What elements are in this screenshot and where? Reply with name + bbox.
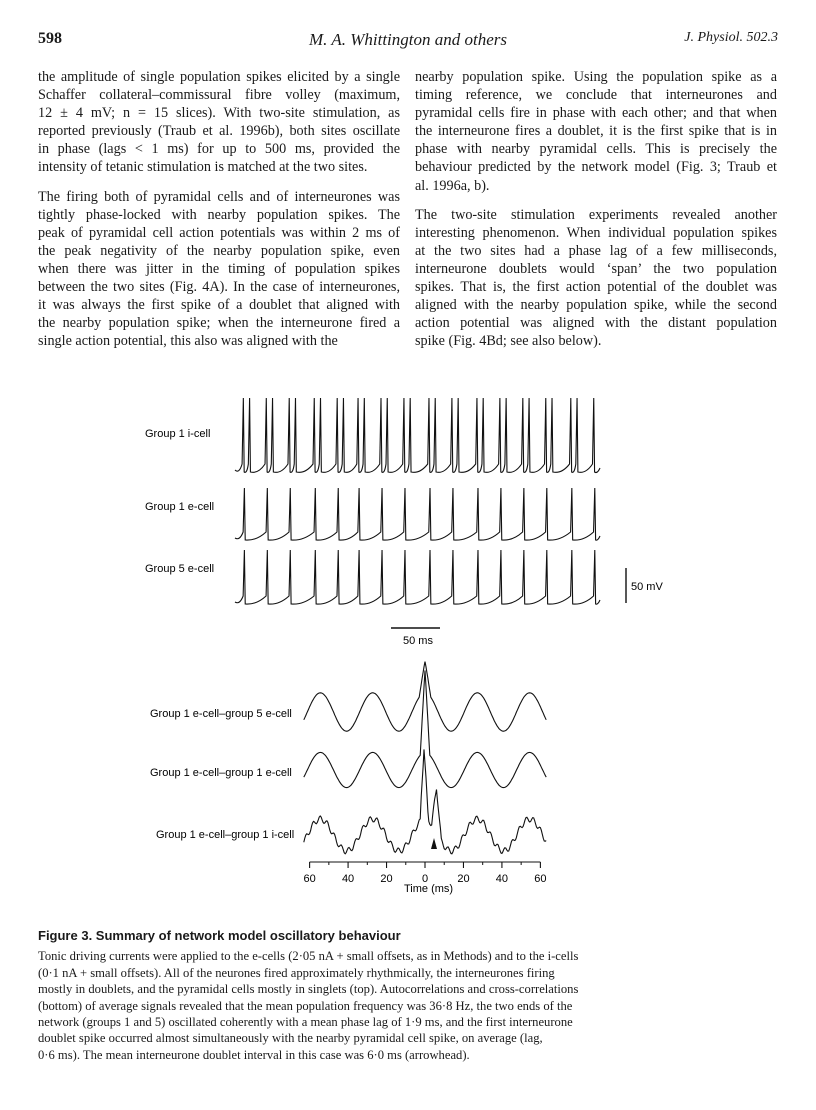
caption-line: doublet spike occurred almost simultaneously with the nearby pyramidal cell spike, on average (lag, — [38, 1031, 543, 1046]
axis-tick-label: 20 — [380, 873, 393, 885]
time-scale-label: 50 ms — [403, 635, 433, 647]
text-line: phase with nearby pyramidal cells. This is precisely the — [415, 141, 777, 158]
text-line: 12 ± 4 mV; n = 15 slices). With two-site stimulation, as — [38, 105, 400, 122]
caption-line: network (groups 1 and 5) oscillated coherently with a mean phase lag of 1·9 ms, and the first interneurone — [38, 1015, 573, 1030]
voltage-trace — [235, 398, 600, 473]
text-line: spike (Fig. 4Bd; see also below). — [415, 333, 602, 350]
caption-body — [38, 948, 778, 1063]
text-line: the nearby population spike; when the interneurone fired a — [38, 315, 400, 332]
text-line: the peak negativity of the nearby population spike, even — [38, 242, 400, 259]
text-line: Schaffer collateral–commissural fibre volley (maximum, — [38, 87, 400, 104]
text-line: the amplitude of single population spikes elicited by a single — [38, 69, 400, 85]
arrowhead-marker — [431, 838, 437, 849]
text-line: spikes. That is, the first action potential of the doublet was — [415, 279, 777, 296]
caption-line: Tonic driving currents were applied to the e-cells (2·05 nA + small offsets, as in Methods) and to the i-cells — [38, 949, 579, 964]
trace-label: Group 1 i-cell — [145, 428, 211, 440]
text-line: nearby population spike. Using the population spike as a — [415, 69, 777, 85]
axis-tick-label: 60 — [534, 873, 547, 885]
axis-tick-label: 20 — [457, 873, 470, 885]
text-line: The firing both of pyramidal cells and of interneurones was — [38, 188, 400, 205]
text-line: al. 1996a, b). — [415, 177, 490, 194]
text-line: action potential was aligned with the distant population — [415, 315, 777, 332]
caption-line: 0·6 ms). The mean interneurone doublet interval in this case was 6·0 ms (arrowhead). — [38, 1047, 470, 1062]
correlation-label: Group 1 e-cell–group 1 e-cell — [150, 767, 292, 779]
text-line: intensity of tetanic stimulation is matched at the two sites. — [38, 159, 368, 176]
text-line: between the two sites (Fig. 4A). In the case of interneurones, — [38, 279, 400, 296]
axis-tick-label: 0 — [421, 873, 429, 885]
trace-label: Group 5 e-cell — [145, 563, 215, 575]
axis-tick-label: 40 — [495, 873, 509, 885]
text-line: The two-site stimulation experiments revealed another — [415, 206, 777, 223]
figure-caption — [38, 928, 778, 1063]
text-line: interesting phenomenon. When individual population spikes — [415, 224, 777, 241]
text-line: timing reference, we conclude that interneurones and — [415, 87, 777, 104]
voltage-scale-label: 50 mV — [631, 581, 663, 593]
journal-reference: J. Physiol. 502.3 — [684, 30, 778, 45]
text-line: pyramidal cells fire in phase with each other; and that when — [415, 105, 777, 122]
correlation-label: Group 1 e-cell–group 1 i-cell — [156, 829, 295, 841]
running-authors: M. A. Whittington and others — [308, 30, 507, 49]
text-line: peak of pyramidal cell action potentials was within 2 ms of — [38, 224, 400, 241]
text-line: single action potential, this also was aligned with the — [38, 333, 338, 350]
correlation-curve — [304, 749, 546, 853]
text-line: when there was jitter in the timing of population spikes — [38, 260, 400, 277]
caption-title: Figure 3. Summary of network model oscillatory behaviour — [38, 928, 401, 943]
page-number: 598 — [38, 30, 62, 47]
voltage-traces — [235, 398, 600, 604]
axis-xlabel: Time (ms) — [404, 883, 454, 895]
axis-tick-label: 60 — [303, 873, 316, 885]
caption-line: mostly in doublets, and the pyramidal cells mostly in singlets (top). Autocorrelations and cross-correlations — [38, 982, 579, 997]
text-line: at the two sites had a phase lag of a few milliseconds, — [415, 242, 777, 259]
caption-line: (0·1 nA + small offsets). All of the neurones fired approximately rhythmically, the interneurones firing — [38, 965, 555, 980]
trace-label: Group 1 e-cell — [145, 501, 215, 513]
text-line: in phase (lags < 1 ms) for up to 500 ms, provided the — [38, 141, 400, 158]
text-line: tightly phase-locked with nearby population spikes. The — [38, 206, 400, 223]
text-line: the interneurone fires a doublet, it is the first spike that is in — [415, 123, 777, 140]
correlation-label: Group 1 e-cell–group 5 e-cell — [150, 708, 292, 720]
correlation-time-axis — [303, 862, 546, 885]
text-line: it was always the first spike of a doublet that aligned with — [38, 297, 400, 314]
correlation-curves — [304, 662, 546, 854]
text-line: aligned with the nearby population spike, while the second — [415, 297, 777, 314]
axis-tick-label: 40 — [341, 873, 355, 885]
voltage-trace — [235, 550, 600, 604]
caption-line: (bottom) of average signals revealed that the mean population frequency was 36·8 Hz, the two ends of the — [38, 998, 573, 1013]
text-line: reported previously (Traub et al. 1996b), both sites oscillate — [38, 123, 400, 140]
text-line: interneurone doublets would ‘span’ the two population — [415, 260, 777, 277]
voltage-trace — [235, 488, 600, 540]
text-line: behaviour predicted by the network model (Fig. 3; Traub et — [415, 159, 777, 176]
